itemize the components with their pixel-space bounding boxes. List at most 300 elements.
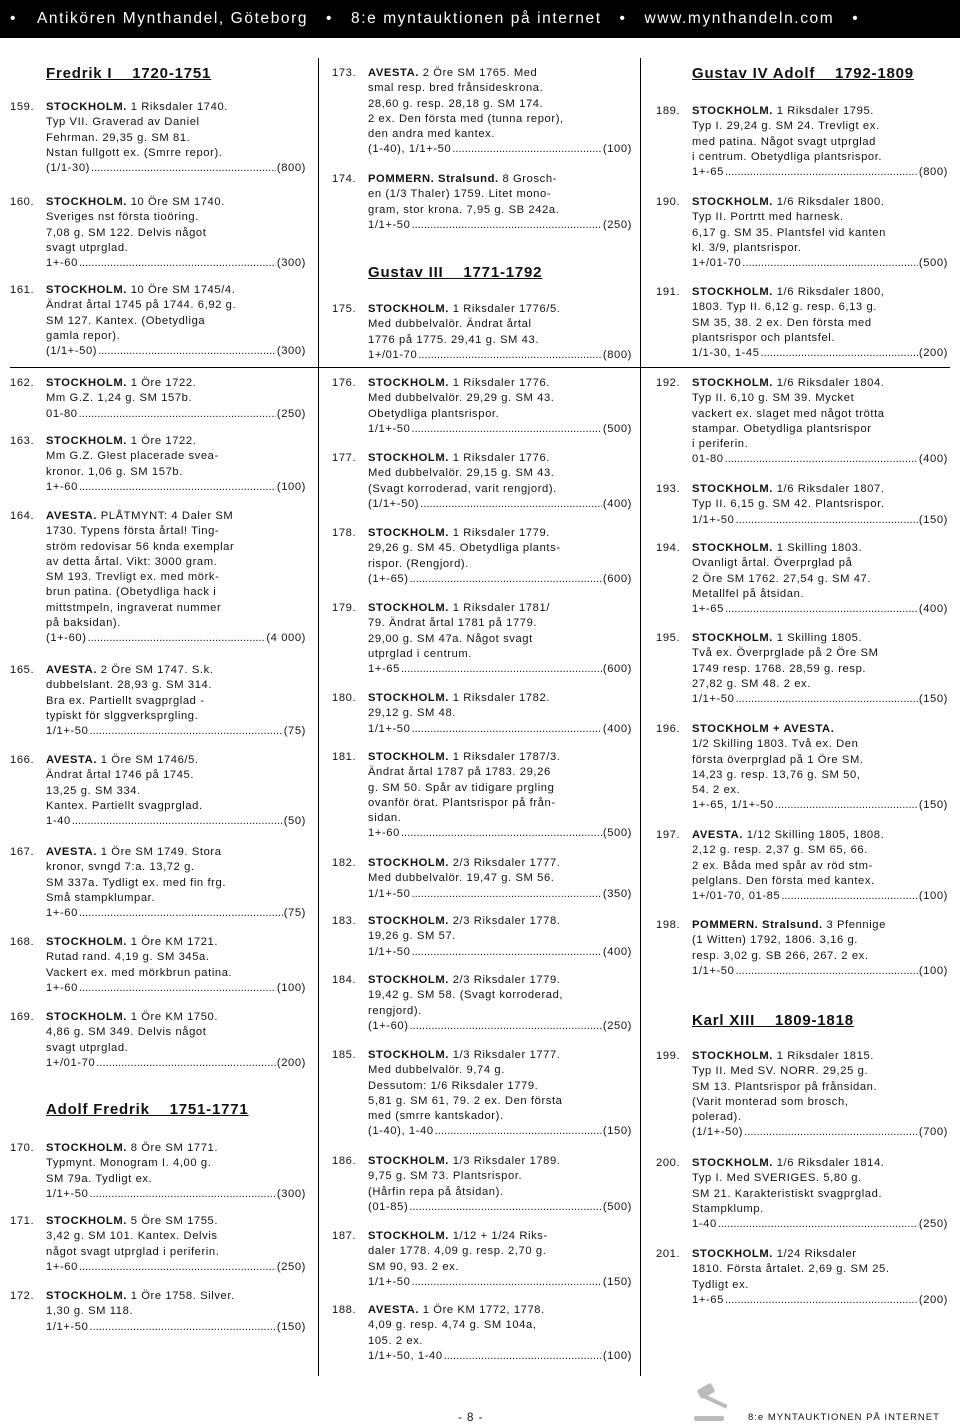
lot-entry[interactable] xyxy=(10,753,306,829)
lot-entry[interactable] xyxy=(10,663,306,739)
lot-grade: 1/1+-50 xyxy=(368,1275,411,1288)
lot-description-line: STOCKHOLM. 1 Riksdaler 1787/3. xyxy=(368,751,561,763)
lot-grade: 1/1+-50 xyxy=(368,887,411,900)
lot-price-line xyxy=(692,692,948,707)
lot-number: 174. xyxy=(332,173,357,185)
lot-description-line: 4,86 g. SM 349. Delvis något xyxy=(46,1026,207,1039)
lot-price-line xyxy=(368,218,632,233)
mint-name: STOCKHOLM. xyxy=(46,1215,127,1227)
lot-description-line: 1803. Typ II. 6,12 g. resp. 6,13 g. xyxy=(692,301,877,314)
lot-description-line: Med dubbelvalör. 29,29 g. SM 43. xyxy=(368,392,555,405)
lot-number: 190. xyxy=(656,196,681,208)
lot-grade: (1-40), 1-40 xyxy=(368,1125,434,1138)
dot-leader xyxy=(79,480,276,495)
lot-estimate: (100) xyxy=(918,890,948,903)
lot-description-line: SM 21. Karakteristiskt svagprglad. xyxy=(692,1187,883,1200)
lot-grade: 1+/01-70, 01-85 xyxy=(692,890,781,903)
lot-number: 183. xyxy=(332,915,357,927)
lot-entry[interactable] xyxy=(656,1247,948,1308)
lot-description-line: Med dubbelvalör. 19,47 g. SM 56. xyxy=(368,872,555,885)
lot-description-line: kronor. 1,06 g. SM 157b. xyxy=(46,465,183,478)
lot-grade: (1+-60) xyxy=(46,632,87,645)
dot-leader xyxy=(761,346,918,361)
lot-number: 182. xyxy=(332,857,357,869)
lot-description-line: 28,60 g. resp. 28,18 g. SM 174. xyxy=(368,97,544,110)
lot-entry[interactable] xyxy=(10,434,306,495)
lot-entry[interactable] xyxy=(656,285,948,361)
dot-leader xyxy=(775,798,918,813)
lot-entry[interactable] xyxy=(10,1141,306,1202)
lot-entry[interactable] xyxy=(10,1010,306,1071)
dot-leader xyxy=(89,724,282,739)
lot-price-line xyxy=(46,981,306,996)
lot-entry[interactable] xyxy=(332,1303,632,1364)
lot-description-line: STOCKHOLM. 1/3 Riksdaler 1777. xyxy=(368,1049,561,1061)
mint-name: STOCKHOLM. xyxy=(692,542,773,554)
lot-number: 177. xyxy=(332,452,357,464)
mint-name: STOCKHOLM. xyxy=(368,303,449,315)
lot-estimate: (400) xyxy=(602,722,632,735)
lot-description-line: AVESTA. 1 Öre KM 1772, 1778. xyxy=(368,1304,545,1316)
dot-leader xyxy=(89,1187,275,1202)
lot-description-line: typiskt för slggverksprgling. xyxy=(46,709,199,722)
lot-description-line: 1810. Första årtalet. 2,69 g. SM 25. xyxy=(692,1263,890,1276)
lot-number: 198. xyxy=(656,919,681,931)
lot-price-line xyxy=(368,1275,632,1290)
dot-leader xyxy=(96,1056,276,1071)
lot-price-line xyxy=(46,814,306,829)
lot-grade: (1/1-30) xyxy=(46,162,90,175)
mint-name: STOCKHOLM. xyxy=(46,196,127,208)
lot-estimate: (600) xyxy=(602,663,632,676)
dot-leader xyxy=(742,256,918,271)
lot-description-line: STOCKHOLM. 1/6 Riksdaler 1804. xyxy=(692,377,885,389)
mint-name: AVESTA. xyxy=(692,829,744,841)
lot-entry[interactable] xyxy=(332,601,632,677)
lot-price-line xyxy=(692,165,948,180)
lot-grade: 1/1+-50 xyxy=(46,1187,89,1200)
lot-description-line: 2 ex. Den första med (tunna repor), xyxy=(368,112,564,125)
lot-number: 188. xyxy=(332,1304,357,1316)
dot-leader xyxy=(89,1320,275,1335)
lot-description-line: STOCKHOLM. 8 Öre SM 1771. xyxy=(46,1142,219,1154)
lot-number: 181. xyxy=(332,751,357,763)
lot-entry[interactable] xyxy=(332,66,632,158)
lot-entry[interactable] xyxy=(656,104,948,180)
lot-estimate: (800) xyxy=(918,166,948,179)
lot-estimate: (700) xyxy=(918,1126,948,1139)
column-divider xyxy=(318,58,319,1376)
lot-number: 160. xyxy=(10,196,35,208)
lot-description-line: 2 ex. Båda med spår av röd stm- xyxy=(692,859,873,872)
lot-estimate: (600) xyxy=(602,572,632,585)
lot-description-line: AVESTA. 2 Öre SM 1765. Med xyxy=(368,67,538,79)
lot-number: 168. xyxy=(10,936,35,948)
lot-number: 200. xyxy=(656,1157,681,1169)
lot-entry[interactable] xyxy=(10,1214,306,1275)
mint-name: STOCKHOLM. xyxy=(692,1248,773,1260)
dot-leader xyxy=(444,1349,602,1364)
lot-grade: (1+-65) xyxy=(368,572,409,585)
lot-price-line xyxy=(46,1320,306,1335)
mint-name: STOCKHOLM. xyxy=(368,1049,449,1061)
lot-description-line: Med dubbelvalör. Ändrat årtal xyxy=(368,318,532,331)
lot-estimate: (300) xyxy=(276,1187,306,1200)
lot-number: 196. xyxy=(656,723,681,735)
dot-leader xyxy=(98,344,276,359)
lot-estimate: (200) xyxy=(276,1056,306,1069)
lot-entry[interactable] xyxy=(10,935,306,996)
mint-name: AVESTA. xyxy=(46,664,98,676)
mint-name: STOCKHOLM. xyxy=(368,377,449,389)
lot-entry[interactable] xyxy=(10,195,306,271)
lot-description-line: 54. 2 ex. xyxy=(692,784,741,797)
lot-estimate: (200) xyxy=(918,1293,948,1306)
lot-entry[interactable] xyxy=(656,376,948,468)
lot-description-line: (1 Witten) 1792, 1806. 3,16 g. xyxy=(692,934,859,947)
lot-number: 163. xyxy=(10,435,35,447)
lot-description-line: SM 90, 93. 2 ex. xyxy=(368,1260,460,1273)
lot-grade: 01-80 xyxy=(692,453,724,466)
lot-number: 189. xyxy=(656,105,681,117)
page-number: - 8 - xyxy=(458,1412,484,1424)
lot-entry[interactable] xyxy=(332,302,632,363)
lot-grade: 1/1+-50 xyxy=(692,693,735,706)
lot-entry[interactable] xyxy=(332,973,632,1034)
lot-description-line: STOCKHOLM. 1/6 Riksdaler 1807. xyxy=(692,483,885,495)
dot-leader xyxy=(410,1019,602,1034)
lot-description-line: vackert ex. slaget med något trötta xyxy=(692,407,885,420)
dot-leader xyxy=(725,165,918,180)
lot-description-line: Ändrat årtal 1746 på 1745. xyxy=(46,769,195,782)
dot-leader xyxy=(452,142,602,157)
lot-description-line: STOCKHOLM. 1 Riksdaler 1776. xyxy=(368,452,550,464)
lot-price-line xyxy=(368,572,632,587)
lot-entry[interactable] xyxy=(10,845,306,921)
lot-grade: 1+-65 xyxy=(368,663,400,676)
lot-number: 171. xyxy=(10,1215,35,1227)
lot-description-line: gram, stor krona. 7,95 g. SB 242a. xyxy=(368,203,560,216)
lot-description-line: POMMERN. Stralsund. 8 Grosch- xyxy=(368,173,557,185)
lot-description-line: STOCKHOLM. 1 Öre 1722. xyxy=(46,435,197,447)
mint-name: STOCKHOLM. xyxy=(368,1155,449,1167)
lot-number: 164. xyxy=(10,510,35,522)
lot-entry[interactable] xyxy=(332,1229,632,1290)
lot-price-line xyxy=(46,724,306,739)
mint-name: STOCKHOLM. xyxy=(368,915,449,927)
lot-description-line: Bra ex. Partiellt svagprglad - xyxy=(46,694,205,707)
mint-name: STOCKHOLM. xyxy=(46,435,127,447)
lot-description-line: STOCKHOLM. 10 Öre SM 1740. xyxy=(46,196,225,208)
lot-description-line: SM 35, 38. 2 ex. Den första med xyxy=(692,316,872,329)
lot-description-line: gamla repor). xyxy=(46,329,121,342)
lot-description-line: smal resp. bred frånsideskrona. xyxy=(368,82,544,95)
lot-entry[interactable] xyxy=(656,482,948,528)
lot-number: 167. xyxy=(10,846,35,858)
lot-entry[interactable] xyxy=(332,451,632,512)
lot-price-line xyxy=(46,906,306,921)
lot-description-line: Kantex. Partiellt svagprglad. xyxy=(46,799,203,812)
lot-estimate: (150) xyxy=(602,1125,632,1138)
lot-estimate: (400) xyxy=(918,603,948,616)
lot-estimate: (250) xyxy=(276,407,306,420)
lot-entry[interactable] xyxy=(10,1289,306,1335)
lot-number: 170. xyxy=(10,1142,35,1154)
lot-description-line: STOCKHOLM. 1 Riksdaler 1815. xyxy=(692,1050,874,1062)
lot-description-line: på baksidan). xyxy=(46,617,121,630)
lot-description-line: Ändrat årtal 1787 på 1783. 29,26 xyxy=(368,766,551,779)
lot-grade: 1+-60 xyxy=(368,827,400,840)
lot-description-line: 19,26 g. SM 57. xyxy=(368,930,456,943)
mint-name: POMMERN. Stralsund. xyxy=(692,919,823,931)
lot-entry[interactable] xyxy=(10,283,306,359)
lot-entry[interactable] xyxy=(332,172,632,233)
mint-name: STOCKHOLM. xyxy=(692,1157,773,1169)
dot-leader xyxy=(401,662,602,677)
lot-description-line: 1,30 g. SM 118. xyxy=(46,1305,134,1318)
lot-price-line xyxy=(46,161,306,176)
lot-estimate: (150) xyxy=(276,1320,306,1333)
lot-description-line: STOCKHOLM. 1 Riksdaler 1740. xyxy=(46,101,228,113)
lot-description-line: svagt utprglad. xyxy=(46,241,129,254)
lot-entry[interactable] xyxy=(332,1048,632,1140)
lot-estimate: (75) xyxy=(283,907,306,920)
lot-description-line: AVESTA. 1 Öre SM 1746/5. xyxy=(46,754,199,766)
section-heading: Karl XIII 1809-1818 xyxy=(692,1012,854,1029)
lot-number: 176. xyxy=(332,377,357,389)
section-heading: Gustav III 1771-1792 xyxy=(368,264,543,281)
lot-estimate: (75) xyxy=(283,725,306,738)
lot-estimate: (100) xyxy=(276,480,306,493)
lot-description-line: 1/2 Skilling 1803. Två ex. Den xyxy=(692,738,859,751)
lot-description-line: 29,00 g. SM 47a. Något svagt xyxy=(368,632,533,645)
lot-number: 173. xyxy=(332,67,357,79)
lot-description-line: 29,12 g. SM 48. xyxy=(368,707,456,720)
lot-entry[interactable] xyxy=(656,195,948,271)
lot-grade: 1/1+-50, 1-40 xyxy=(368,1349,443,1362)
dot-leader xyxy=(418,348,602,363)
lot-estimate: (400) xyxy=(602,497,632,510)
lot-estimate: (150) xyxy=(918,693,948,706)
dot-leader xyxy=(79,1260,276,1275)
lot-description-line: AVESTA. 1/12 Skilling 1805, 1808. xyxy=(692,829,885,841)
lot-description-line: Obetydliga plantsrispor. xyxy=(368,407,500,420)
lot-description-line: 9,75 g. SM 73. Plantsrispor. xyxy=(368,1170,523,1183)
dot-leader xyxy=(718,1217,918,1232)
lot-description-line: 2,12 g. resp. 2,37 g. SM 65, 66. xyxy=(692,844,868,857)
lot-grade: 1+-60 xyxy=(46,257,78,270)
lot-number: 179. xyxy=(332,602,357,614)
header-shop-name: Antikören Mynthandel, Göteborg xyxy=(36,10,309,27)
mint-name: AVESTA. xyxy=(46,510,98,522)
dot-leader xyxy=(411,887,601,902)
lot-entry[interactable] xyxy=(332,1154,632,1215)
lot-price-line xyxy=(368,662,632,677)
lot-entry[interactable] xyxy=(332,750,632,842)
lot-entry[interactable] xyxy=(656,541,948,617)
lot-price-line xyxy=(46,344,306,359)
lot-description-line: (Svagt korroderad, varit rengjord). xyxy=(368,482,557,495)
dot-leader xyxy=(79,407,276,422)
lot-entry[interactable] xyxy=(656,631,948,707)
lot-description-line: Rutad rand. 4,19 g. SM 345a. xyxy=(46,951,210,964)
lot-entry[interactable] xyxy=(656,918,948,979)
lot-description-line: AVESTA. 1 Öre SM 1749. Stora xyxy=(46,846,222,858)
dot-leader xyxy=(72,814,283,829)
dot-leader xyxy=(781,889,918,904)
mint-name: STOCKHOLM. xyxy=(368,1230,449,1242)
lot-description-line: en (1/3 Thaler) 1759. Litet mono- xyxy=(368,188,552,201)
mint-name: STOCKHOLM. xyxy=(368,527,449,539)
lot-description-line: STOCKHOLM. 1/6 Riksdaler 1800. xyxy=(692,196,885,208)
lot-price-line xyxy=(46,631,306,646)
lot-description-line: Ovanligt årtal. Överprglad på xyxy=(692,557,853,570)
lot-entry[interactable] xyxy=(656,722,948,814)
mint-name: STOCKHOLM. xyxy=(368,452,449,464)
lot-description-line: kronor, svngd 7:a. 13,72 g. xyxy=(46,861,195,874)
lot-description-line: Två ex. Överprglade på 2 Öre SM xyxy=(692,647,879,660)
lot-description-line: STOCKHOLM. 1/24 Riksdaler xyxy=(692,1248,857,1260)
lot-entry[interactable] xyxy=(10,509,306,647)
lot-description-line: polerad). xyxy=(692,1111,742,1124)
lot-estimate: (50) xyxy=(283,815,306,828)
mint-name: STOCKHOLM. xyxy=(46,1011,127,1023)
lot-description-line: STOCKHOLM. 1 Skilling 1805. xyxy=(692,632,863,644)
header-bullet: • xyxy=(619,10,627,27)
lot-price-line xyxy=(692,1125,948,1140)
lot-description-line: 1730. Typens första årtal! Ting- xyxy=(46,525,220,538)
lot-description-line: POMMERN. Stralsund. 3 Pfennige xyxy=(692,919,886,931)
section-heading: Adolf Fredrik 1751-1771 xyxy=(46,1101,249,1118)
lot-entry[interactable] xyxy=(332,856,632,902)
lot-grade: 1/1-30, 1-45 xyxy=(692,347,760,360)
lot-estimate: (250) xyxy=(918,1218,948,1231)
lot-description-line: ovanför örat. Plantsrispor på från- xyxy=(368,796,556,809)
mint-name: AVESTA. xyxy=(368,1304,420,1316)
lot-estimate: (250) xyxy=(276,1260,306,1273)
lot-description-line: 13,25 g. SM 334. xyxy=(46,784,141,797)
lot-description-line: STOCKHOLM. 2/3 Riksdaler 1779. xyxy=(368,974,561,986)
lot-price-line xyxy=(692,513,948,528)
lot-description-line: 79. Ändrat årtal 1781 på 1779. xyxy=(368,617,538,630)
lot-price-line xyxy=(368,945,632,960)
lot-number: 193. xyxy=(656,483,681,495)
mint-name: STOCKHOLM. xyxy=(368,751,449,763)
lot-price-line xyxy=(692,798,948,813)
lot-description-line: SM 13. Plantsrispor på frånsidan. xyxy=(692,1080,878,1093)
lot-entry[interactable] xyxy=(656,1049,948,1141)
lot-estimate: (100) xyxy=(602,1349,632,1362)
lot-description-line: STOCKHOLM. 5 Öre SM 1755. xyxy=(46,1215,219,1227)
lot-estimate: (400) xyxy=(918,453,948,466)
lot-grade: 1/1+-50 xyxy=(46,1320,89,1333)
lot-description-line: 19,42 g. SM 58. (Svagt korroderad, xyxy=(368,989,564,1002)
lot-description-line: Sveriges nst första tioöring. xyxy=(46,211,199,224)
lot-estimate: (150) xyxy=(918,513,948,526)
mint-name: STOCKHOLM. xyxy=(46,1290,127,1302)
lot-description-line: STOCKHOLM. 1 Riksdaler 1779. xyxy=(368,527,550,539)
lot-price-line xyxy=(46,1187,306,1202)
lot-description-line: STOCKHOLM. 1 Skilling 1803. xyxy=(692,542,863,554)
lot-grade: 1-40 xyxy=(46,815,71,828)
lot-description-line: STOCKHOLM. 10 Öre SM 1745/4. xyxy=(46,284,236,296)
lot-estimate: (500) xyxy=(918,257,948,270)
lot-description-line: brun patina. (Obetydliga hack i xyxy=(46,586,217,599)
lot-entry[interactable] xyxy=(10,100,306,176)
dot-leader xyxy=(79,256,276,271)
lot-grade: 1+-65, 1/1+-50 xyxy=(692,799,774,812)
lot-description-line: Typ II. Portrtt med harnesk. xyxy=(692,211,844,224)
mint-name: STOCKHOLM. xyxy=(692,105,773,117)
dot-leader xyxy=(410,572,602,587)
lot-description-line: 5,81 g. SM 61, 79. 2 ex. Den första xyxy=(368,1094,563,1107)
lot-estimate: (500) xyxy=(602,1200,632,1213)
lot-estimate: (500) xyxy=(602,422,632,435)
mint-name: STOCKHOLM. xyxy=(46,936,127,948)
lot-description-line: Fehrman. 29,35 g. SM 81. xyxy=(46,131,191,144)
lot-entry[interactable] xyxy=(332,376,632,437)
lot-description-line: Nstan fullgott ex. (Smrre repor). xyxy=(46,146,223,159)
lot-price-line xyxy=(692,1293,948,1308)
lot-entry[interactable] xyxy=(10,376,306,422)
lot-entry[interactable] xyxy=(332,526,632,587)
dot-leader xyxy=(79,981,276,996)
lot-description-line: 2 Öre SM 1762. 27,54 g. SM 47. xyxy=(692,572,872,585)
lot-estimate: (500) xyxy=(602,827,632,840)
lot-estimate: (800) xyxy=(602,348,632,361)
lot-estimate: (300) xyxy=(276,345,306,358)
lot-description-line: rengjord). xyxy=(368,1004,422,1017)
mint-name: POMMERN. Stralsund. xyxy=(368,173,499,185)
lot-description-line: 1749 resp. 1768. 28,59 g. resp. xyxy=(692,662,867,675)
lot-description-line: STOCKHOLM. 1 Riksdaler 1776. xyxy=(368,377,550,389)
dot-leader xyxy=(401,826,602,841)
lot-grade: 1/1+-50 xyxy=(368,945,411,958)
lot-grade: 1+/01-70 xyxy=(46,1056,96,1069)
lot-grade: 1/1+-50 xyxy=(368,218,411,231)
lot-entry[interactable] xyxy=(332,914,632,960)
lot-number: 191. xyxy=(656,286,681,298)
mint-name: STOCKHOLM. xyxy=(692,286,773,298)
lot-description-line: STOCKHOLM. 1 Öre 1722. xyxy=(46,377,197,389)
lot-description-line: AVESTA. 2 Öre SM 1747. S.k. xyxy=(46,664,214,676)
lot-description-line: SM 79a. Tydligt ex. xyxy=(46,1172,153,1185)
dot-leader xyxy=(735,964,917,979)
lot-estimate: (300) xyxy=(276,257,306,270)
lot-description-line: SM 337a. Tydligt ex. med fin frg. xyxy=(46,876,227,889)
lot-entry[interactable] xyxy=(332,691,632,737)
lot-price-line xyxy=(692,602,948,617)
lot-price-line xyxy=(692,1217,948,1232)
lot-description-line: Typmynt. Monogram I. 4,00 g. xyxy=(46,1157,212,1170)
lot-description-line: STOCKHOLM. 1 Riksdaler 1782. xyxy=(368,692,550,704)
lot-price-line xyxy=(692,346,948,361)
lot-grade: 1/1+-50 xyxy=(368,422,411,435)
lot-description-line: 4,09 g. resp. 4,74 g. SM 104a, xyxy=(368,1319,537,1332)
header-website[interactable]: www.mynthandeln.com xyxy=(644,10,835,27)
lot-grade: 01-80 xyxy=(46,407,78,420)
lot-grade: (1+-60) xyxy=(368,1019,409,1032)
lot-description-line: STOCKHOLM. 1 Riksdaler 1795. xyxy=(692,105,874,117)
lot-grade: 1+/01-70 xyxy=(692,257,742,270)
lot-price-line xyxy=(368,1200,632,1215)
lot-grade: 1+-65 xyxy=(692,1293,724,1306)
lot-price-line xyxy=(368,722,632,737)
lot-description-line: 29,26 g. SM 45. Obetydliga plants- xyxy=(368,542,561,555)
lot-grade: (1/1+-50) xyxy=(46,345,98,358)
lot-entry[interactable] xyxy=(656,1156,948,1232)
lot-entry[interactable] xyxy=(656,828,948,904)
